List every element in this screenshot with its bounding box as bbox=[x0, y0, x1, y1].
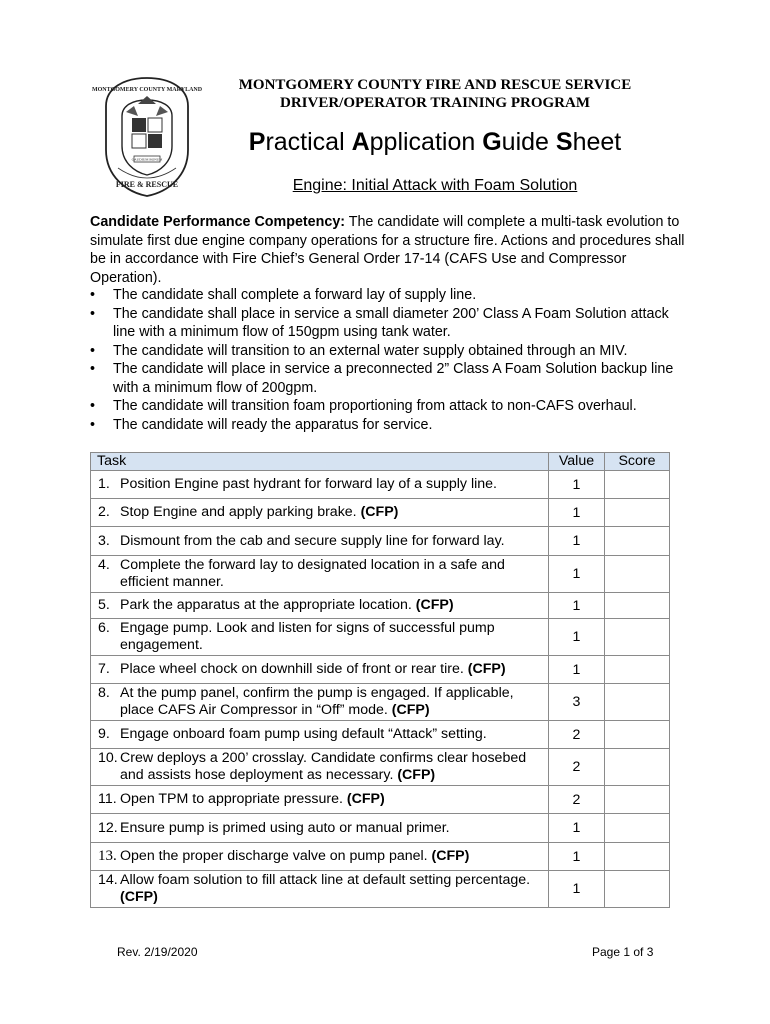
table-row bbox=[91, 684, 670, 721]
task-value: 1 bbox=[549, 871, 605, 908]
task-value: 3 bbox=[549, 684, 605, 721]
task-value: 2 bbox=[549, 749, 605, 786]
task-text: Engage pump. Look and listen for signs of successful pump engagement. bbox=[120, 620, 495, 653]
task-score[interactable] bbox=[605, 556, 670, 593]
task-text: Open the proper discharge valve on pump panel. (CFP) bbox=[120, 848, 470, 864]
task-number: 2. bbox=[98, 504, 110, 520]
task-value: 1 bbox=[549, 843, 605, 871]
page-subtitle: Engine: Initial Attack with Foam Solution bbox=[292, 177, 578, 194]
task-text: Dismount from the cab and secure supply line for forward lay. bbox=[120, 532, 505, 549]
revision-date: Rev. 2/19/2020 bbox=[117, 945, 198, 959]
bullet-item: • The candidate will transition foam proportioning from attack to non-CAFS overhaul. bbox=[90, 397, 690, 416]
task-score[interactable] bbox=[605, 786, 670, 814]
task-table bbox=[90, 452, 670, 908]
task-score[interactable] bbox=[605, 499, 670, 527]
task-number: 1. bbox=[98, 476, 110, 492]
competency-label: Candidate Performance Competency: bbox=[90, 214, 346, 230]
table-row bbox=[91, 471, 670, 499]
table-row bbox=[91, 786, 670, 814]
task-value: 1 bbox=[549, 471, 605, 499]
page-title: Practical Application Guide Sheet bbox=[248, 128, 622, 156]
task-value: 1 bbox=[549, 527, 605, 556]
value-column-header: Value bbox=[549, 453, 605, 471]
task-score[interactable] bbox=[605, 749, 670, 786]
table-row bbox=[91, 656, 670, 684]
task-score[interactable] bbox=[605, 684, 670, 721]
task-value: 2 bbox=[549, 786, 605, 814]
table-row bbox=[91, 814, 670, 843]
task-number: 12. bbox=[98, 819, 118, 836]
task-value: 2 bbox=[549, 721, 605, 749]
task-text: Park the apparatus at the appropriate location. (CFP) bbox=[120, 597, 454, 613]
table-row bbox=[91, 843, 670, 871]
task-value: 1 bbox=[549, 619, 605, 656]
bullet-item: • The candidate will ready the apparatus for service. bbox=[90, 416, 690, 435]
task-score[interactable] bbox=[605, 656, 670, 684]
task-text: Place wheel chock on downhill side of front or rear tire. (CFP) bbox=[120, 661, 506, 677]
task-text: Open TPM to appropriate pressure. (CFP) bbox=[120, 791, 385, 807]
task-score[interactable] bbox=[605, 871, 670, 908]
bullet-item: • The candidate shall complete a forward lay of supply line. bbox=[90, 286, 690, 305]
task-score[interactable] bbox=[605, 527, 670, 556]
competency-paragraph bbox=[90, 213, 690, 287]
task-value: 1 bbox=[549, 656, 605, 684]
task-score[interactable] bbox=[605, 814, 670, 843]
task-text: Complete the forward lay to designated location in a safe and efficient manner. bbox=[120, 557, 505, 590]
county-seal bbox=[91, 76, 203, 198]
table-row bbox=[91, 556, 670, 593]
task-number: 11. bbox=[98, 791, 117, 807]
table-row bbox=[91, 619, 670, 656]
bullet-item: • The candidate will transition to an external water supply obtained through an MIV. bbox=[90, 342, 690, 361]
task-number: 5. bbox=[98, 597, 110, 613]
table-row bbox=[91, 527, 670, 556]
task-number: 7. bbox=[98, 661, 110, 677]
task-value: 1 bbox=[549, 814, 605, 843]
table-header-row bbox=[91, 453, 670, 471]
task-number: 6. bbox=[98, 620, 110, 636]
competency-text: The candidate will complete a multi-task evolution to simulate first due engine company operations for a structure fire. Actions and procedures shall be in accordance with Fire Chief’s General Order 17-14 (CAFS Use and Compressor Operation). bbox=[90, 214, 685, 286]
task-score[interactable] bbox=[605, 721, 670, 749]
task-text: Crew deploys a 200’ crosslay. Candidate confirms clear hosebed and assists hose deployment as necessary. (CFP) bbox=[120, 750, 527, 783]
task-text: Allow foam solution to fill attack line at default setting percentage. (CFP) bbox=[120, 872, 531, 905]
task-text: Ensure pump is primed using auto or manual primer. bbox=[120, 819, 450, 836]
task-score[interactable] bbox=[605, 471, 670, 499]
competency-bullets bbox=[90, 286, 690, 434]
table-row bbox=[91, 749, 670, 786]
table-row bbox=[91, 871, 670, 908]
program-name: DRIVER/OPERATOR TRAINING PROGRAM bbox=[279, 95, 591, 111]
seal-top-text: MONTGOMERY COUNTY MARYLAND bbox=[91, 87, 203, 93]
task-text: At the pump panel, confirm the pump is engaged. If applicable, place CAFS Air Compressor in “Off” mode. (CFP) bbox=[120, 685, 514, 718]
org-name: MONTGOMERY COUNTY FIRE AND RESCUE SERVICE bbox=[238, 77, 632, 93]
table-row bbox=[91, 499, 670, 527]
task-number: 8. bbox=[98, 685, 110, 701]
task-value: 1 bbox=[549, 499, 605, 527]
task-number: 9. bbox=[98, 726, 110, 742]
task-text: Engage onboard foam pump using default “Attack” setting. bbox=[120, 726, 487, 742]
task-score[interactable] bbox=[605, 619, 670, 656]
task-number: 13. bbox=[98, 848, 117, 864]
task-score[interactable] bbox=[605, 593, 670, 619]
task-number: 3. bbox=[98, 532, 110, 549]
task-number: 14. bbox=[98, 872, 118, 888]
task-number: 10. bbox=[98, 750, 118, 766]
page-number: Page 1 of 3 bbox=[592, 945, 654, 959]
task-number: 4. bbox=[98, 557, 110, 573]
table-row bbox=[91, 593, 670, 619]
task-column-header: Task bbox=[91, 453, 549, 471]
seal-motto: GAUDIUM BONUM bbox=[131, 157, 163, 162]
task-score[interactable] bbox=[605, 843, 670, 871]
bullet-item: • The candidate shall place in service a small diameter 200’ Class A Foam Solution attack line with a minimum flow of 150gpm using tank water. bbox=[90, 305, 690, 342]
seal-bottom-text: FIRE & RESCUE bbox=[115, 180, 179, 189]
task-text: Stop Engine and apply parking brake. (CFP) bbox=[120, 504, 399, 520]
task-text: Position Engine past hydrant for forward lay of a supply line. bbox=[120, 476, 497, 492]
bullet-item: • The candidate will place in service a preconnected 2” Class A Foam Solution backup line with a minimum flow of 200gpm. bbox=[90, 360, 690, 397]
task-value: 1 bbox=[549, 593, 605, 619]
table-row bbox=[91, 721, 670, 749]
score-column-header: Score bbox=[605, 453, 670, 471]
task-value: 1 bbox=[549, 556, 605, 593]
